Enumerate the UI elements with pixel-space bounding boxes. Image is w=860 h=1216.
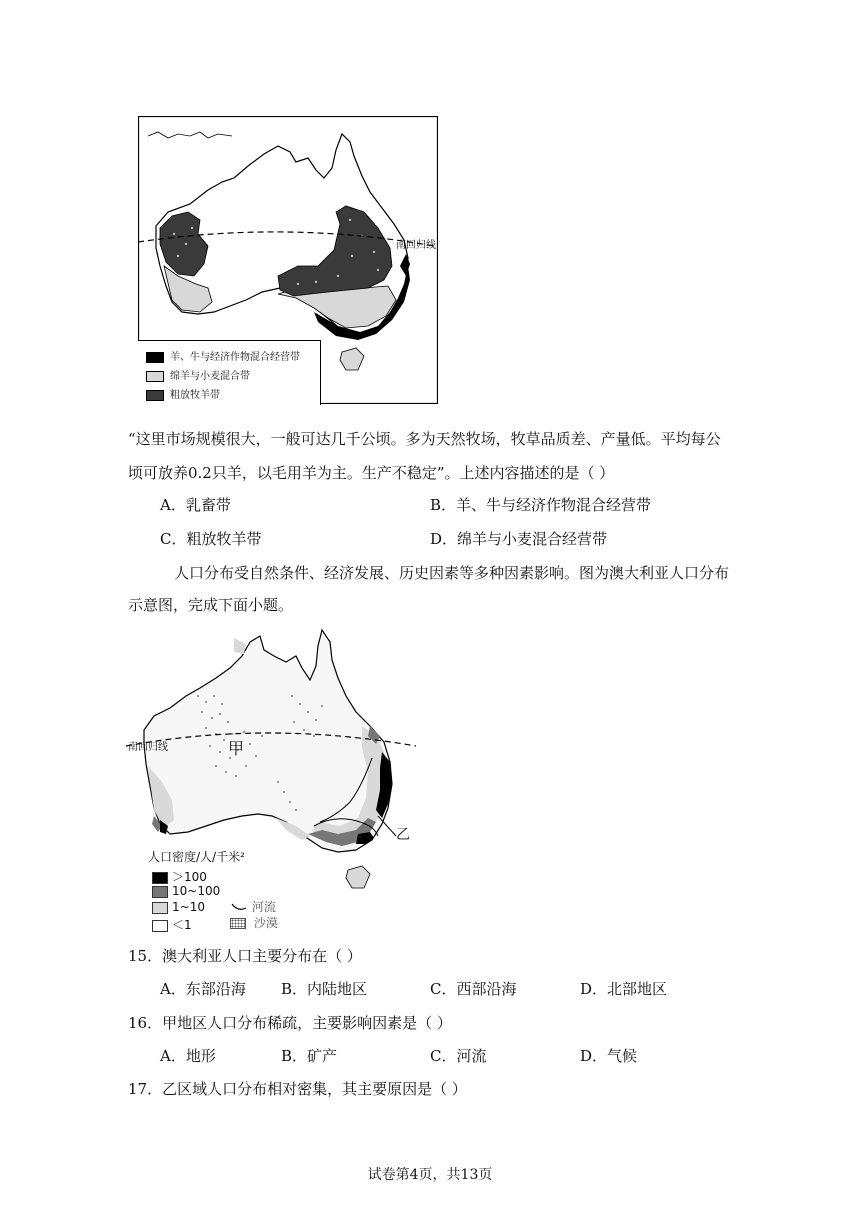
legend-swatch-dark (152, 886, 168, 898)
map2-label-jia: 甲 (228, 739, 245, 758)
map1-legend (138, 340, 321, 405)
q15-stem: 15．澳大利亚人口主要分布在（ ） (128, 947, 362, 965)
map2-mainland (144, 630, 392, 852)
legend-swatch-white (152, 920, 168, 932)
q15-option-d[interactable]: D．北部地区 (580, 980, 668, 998)
desert-icon (230, 918, 246, 929)
map2-legend-title: 人口密度/人/千米² (148, 850, 245, 864)
map1-figure (138, 116, 438, 404)
map2-label-yi: 乙 (396, 827, 410, 843)
legend-swatch-black (146, 352, 164, 363)
q14-stem-line2: 顷可放养0.2只羊，以毛用羊为主。生产不稳定”。上述内容描述的是（ ） (128, 464, 615, 482)
map2-legend-item: ＞100 (152, 868, 207, 885)
q15-option-c[interactable]: C．西部沿海 (430, 980, 517, 998)
q14-option-a[interactable]: A．乳畜带 (160, 496, 231, 514)
map2-figure (126, 626, 416, 932)
legend-swatch-dark (146, 390, 164, 401)
map1-legend-label: 绵羊与小麦混合带 (170, 371, 250, 382)
q14-option-b[interactable]: B．羊、牛与经济作物混合经营带 (430, 496, 652, 514)
river-icon (230, 902, 248, 914)
map1-legend-label: 粗放牧羊带 (170, 390, 220, 401)
q16-option-b[interactable]: B．矿产 (281, 1047, 338, 1065)
map2-legend-item: ＜1 (152, 916, 192, 933)
legend-swatch-black (152, 872, 168, 884)
map1-legend-item (146, 386, 220, 401)
map2-legend-item: 1~10 (152, 900, 205, 914)
q14-option-d[interactable]: D．绵羊与小麦混合经营带 (430, 530, 608, 548)
map2-legend-river: 河流 (230, 898, 276, 915)
map1-legend-item (146, 348, 300, 363)
map1-legend-label: 羊、牛与经济作物混合经营带 (170, 352, 300, 363)
q17-stem: 17．乙区域人口分布相对密集，其主要原因是（ ） (128, 1080, 467, 1098)
legend-swatch-light (152, 902, 168, 914)
q14-option-c[interactable]: C．粗放牧羊带 (160, 530, 262, 548)
q14-stem-line1: “这里市场规模很大，一般可达几千公顷。多为天然牧场，牧草品质差、产量低。平均每公 (128, 430, 721, 448)
q16-option-a[interactable]: A．地形 (160, 1047, 216, 1065)
map1-legend-item (146, 367, 250, 382)
page-footer: 试卷第4页，共13页 (367, 1167, 493, 1183)
q16-option-c[interactable]: C．河流 (430, 1047, 487, 1065)
q16-option-d[interactable]: D．气候 (580, 1047, 638, 1065)
map1-tropic-label: 南回归线 (396, 240, 436, 251)
map2-tropic-label: 南回归线 (128, 742, 168, 753)
intro-line1: 人口分布受自然条件、经济发展、历史因素等多种因素影响。图为澳大利亚人口分布 (174, 564, 730, 582)
q15-option-a[interactable]: A．东部沿海 (160, 980, 246, 998)
q16-stem: 16．甲地区人口分布稀疏，主要影响因素是（ ） (128, 1014, 452, 1032)
legend-swatch-light (146, 371, 164, 382)
q15-option-b[interactable]: B．内陆地区 (281, 980, 368, 998)
map2-legend-desert: 沙漠 (230, 914, 278, 931)
intro-line2: 示意图，完成下面小题。 (128, 596, 294, 614)
map2-legend-item: 10~100 (152, 884, 220, 898)
